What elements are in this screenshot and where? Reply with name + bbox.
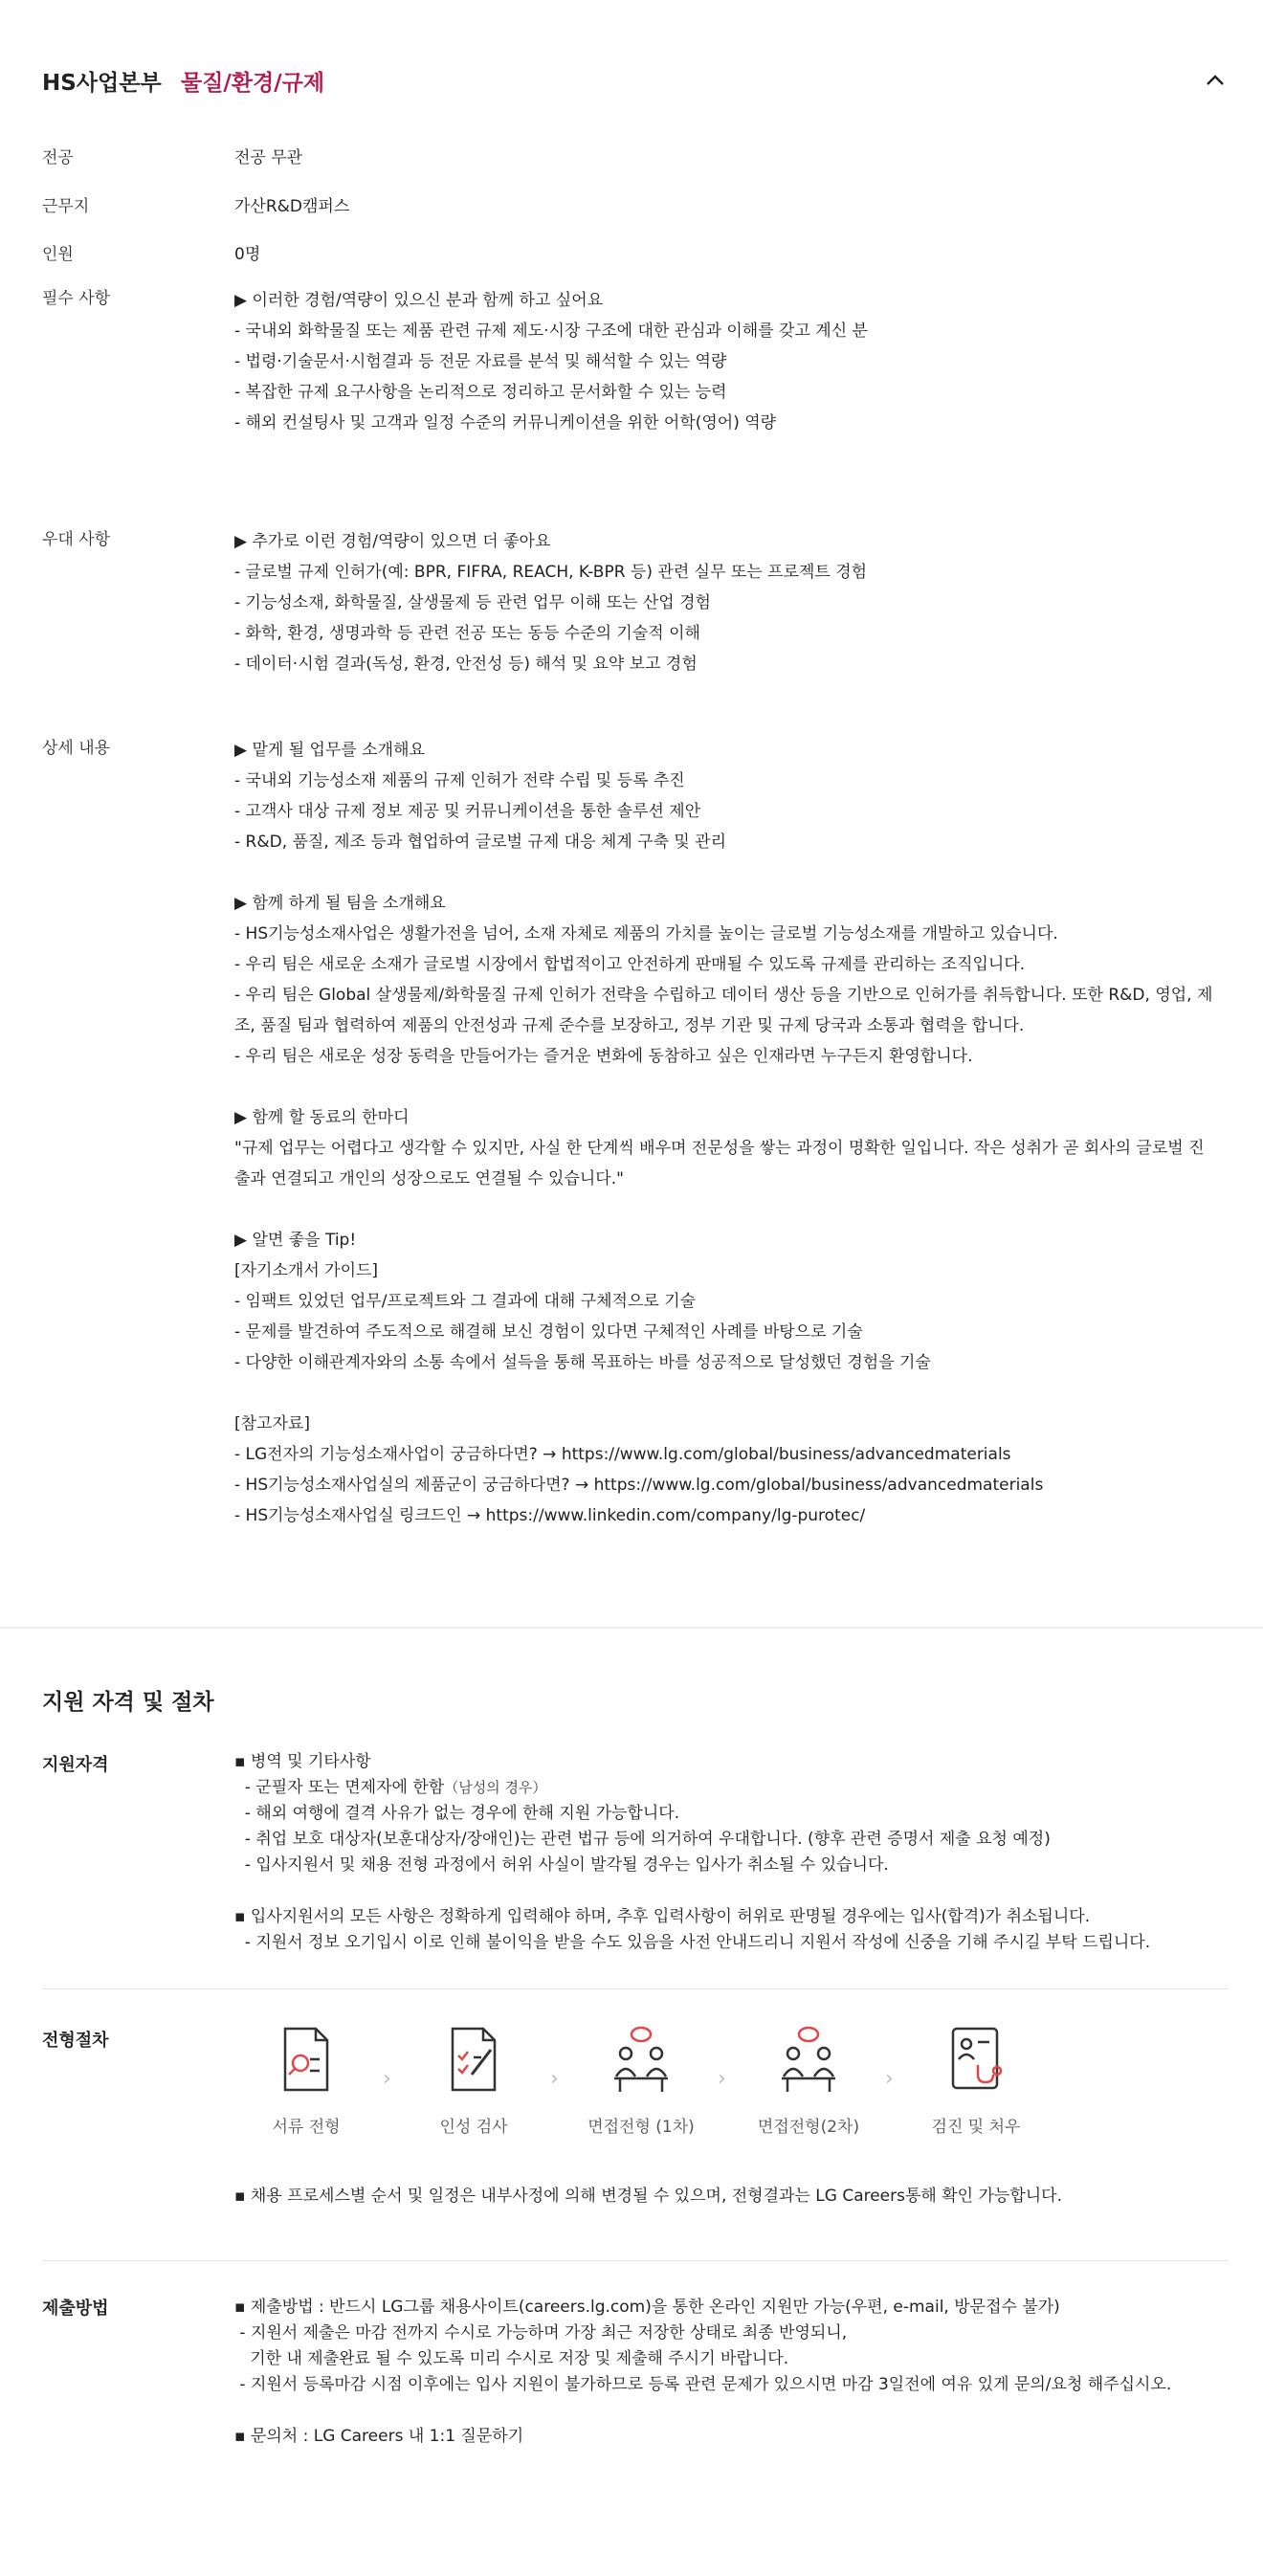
detail-line: - 우리 팀은 새로운 소재가 글로벌 시장에서 합법적이고 안전하게 판매될 수 있도록 규제를 관리하는 조직입니다. <box>234 955 1026 974</box>
qualification-line: ▪ 병역 및 기타사항 <box>234 1752 371 1771</box>
detail-line <box>234 1072 1230 1102</box>
detail-line <box>234 1194 1230 1225</box>
medical-checkup-icon <box>942 2021 1010 2098</box>
preferred-line: - 화학, 환경, 생명과학 등 관련 전공 또는 동등 수준의 기술적 이해 <box>234 624 700 643</box>
interview-icon <box>774 2021 843 2098</box>
reference-link[interactable]: - HS기능성소재사업실 링크드인 → https://www.linkedin.com/company/lg-purotec/ <box>234 1506 866 1525</box>
process-step-label: 서류 전형 <box>272 2118 341 2137</box>
location-value: 가산R&D캠퍼스 <box>234 197 350 216</box>
qualification-line: - 지원서 정보 오기입시 이로 인해 불이익을 받을 수도 있음을 사전 안내드리니 지원서 작성에 신중을 기해 주시길 부탁 드립니다. <box>234 1933 1151 1952</box>
detail-line: [자기소개서 가이드] <box>234 1261 379 1280</box>
submit-line <box>234 2398 1230 2424</box>
job-title: 물질/환경/규제 <box>181 71 325 96</box>
detail-label: 상세 내용 <box>42 739 111 758</box>
detail-line: - 국내외 기능성소재 제품의 규제 인허가 전략 수립 및 등록 추진 <box>234 771 685 790</box>
process-step <box>569 2021 713 2145</box>
qualification-note: （남성의 경우） <box>444 1779 547 1796</box>
submit-block <box>234 2295 1230 2450</box>
major-value: 전공 무관 <box>234 148 303 167</box>
detail-line: [참고자료] <box>234 1414 310 1433</box>
detail-line: - 우리 팀은 Global 살생물제/화학물질 규제 인허가 전략을 수립하고 데이터 생산 등을 기반으로 인허가를 취득합니다. 또한 R&D, 영업, 제 <box>234 986 1213 1005</box>
qualification-block <box>234 1749 1230 1956</box>
detail-line <box>234 857 1230 888</box>
divider <box>42 1988 1229 1989</box>
submit-label: 제출방법 <box>42 2298 109 2319</box>
qualification-line: - 입사지원서 및 채용 전형 과정에서 허위 사실이 발각될 경우는 입사가 취소될 수 있습니다. <box>234 1855 889 1875</box>
process-step <box>234 2021 378 2145</box>
detail-line: ▶ 함께 하게 될 팀을 소개해요 <box>234 894 446 913</box>
process-step-label: 면접전형 (1차) <box>587 2118 695 2137</box>
qualification-line: ▪ 입사지원서의 모든 사항은 정확하게 입력해야 하며, 추후 입력사항이 허위로 판명될 경우에는 입사(합격)가 취소됩니다. <box>234 1907 1091 1926</box>
interview-icon <box>607 2021 676 2098</box>
detail-line: ▶ 알면 좋을 Tip! <box>234 1231 357 1250</box>
section-divider <box>0 1627 1263 1629</box>
detail-block <box>234 735 1230 1531</box>
detail-line: - R&D, 품질, 제조 등과 협업하여 글로벌 규제 대응 체계 구축 및 관리 <box>234 833 727 852</box>
chevron-right-icon: › <box>718 2067 726 2091</box>
major-label: 전공 <box>42 148 74 167</box>
qualification-label: 지원자격 <box>42 1755 109 1775</box>
chevron-right-icon: › <box>383 2067 391 2091</box>
process-step-label: 면접전형(2차) <box>757 2118 860 2137</box>
process-label: 전형절차 <box>42 2031 109 2051</box>
qualification-line <box>234 1878 1230 1904</box>
detail-line: ▶ 함께 할 동료의 한마디 <box>234 1108 410 1127</box>
posting-header[interactable] <box>42 61 1229 100</box>
checklist-pen-icon <box>439 2021 508 2098</box>
preferred-line: ▶ 추가로 이런 경험/역량이 있으면 더 좋아요 <box>234 532 551 551</box>
detail-line: - 임팩트 있었던 업무/프로젝트와 그 결과에 대해 구체적으로 기술 <box>234 1292 697 1311</box>
reference-link[interactable]: - LG전자의 기능성소재사업이 궁금하다면? → https://www.lg.com/global/business/advancedmaterials <box>234 1445 1011 1464</box>
detail-line: ▶ 맡게 될 업무를 소개해요 <box>234 741 425 760</box>
process-step <box>737 2021 880 2145</box>
document-search-icon <box>272 2021 341 2098</box>
dept-name: HS사업본부 <box>42 71 162 96</box>
process-step-label: 검진 및 처우 <box>931 2118 1021 2137</box>
preferred-label: 우대 사항 <box>42 530 111 549</box>
process-note: ▪ 채용 프로세스별 순서 및 일정은 내부사정에 의해 변경될 수 있으며, 전형결과는 LG Careers통해 확인 가능합니다. <box>234 2187 1062 2206</box>
detail-line: - 문제를 발견하여 주도적으로 해결해 보신 경험이 있다면 구체적인 사례를 바탕으로 기술 <box>234 1322 863 1342</box>
divider <box>42 2260 1229 2261</box>
detail-line: 조, 품질 팀과 협력하여 제품의 안전성과 규제 준수를 보장하고, 정부 기관 및 규제 당국과 소통과 협력을 합니다. <box>234 1016 1025 1035</box>
preferred-line: - 기능성소재, 화학물질, 살생물제 등 관련 업무 이해 또는 산업 경험 <box>234 593 711 612</box>
required-label: 필수 사항 <box>42 289 111 308</box>
detail-line: - 고객사 대상 규제 정보 제공 및 커뮤니케이션을 통한 솔루션 제안 <box>234 802 701 821</box>
process-step <box>402 2021 545 2145</box>
headcount-value: 0명 <box>234 245 261 264</box>
required-line: - 법령·기술문서·시험결과 등 전문 자료를 분석 및 해석할 수 있는 역량 <box>234 352 727 371</box>
detail-line <box>234 1378 1230 1409</box>
required-line: - 해외 컨설팅사 및 고객과 일정 수준의 커뮤니케이션을 위한 어학(영어) 역량 <box>234 413 777 433</box>
process-steps <box>234 2021 1096 2145</box>
qualification-line: - 군필자 또는 면제자에 한함（남성의 경우） <box>234 1778 547 1797</box>
detail-line: 출과 연결되고 개인의 성장으로도 연결될 수 있습니다." <box>234 1169 624 1188</box>
required-line: - 국내외 화학물질 또는 제품 관련 규제 제도·시장 구조에 대한 관심과 이해를 갖고 계신 분 <box>234 322 868 341</box>
detail-line: "규제 업무는 어렵다고 생각할 수 있지만, 사실 한 단계씩 배우며 전문성을 쌓는 과정이 명확한 일입니다. 작은 성취가 곧 회사의 글로벌 진 <box>234 1139 1205 1158</box>
detail-line: - 다양한 이해관계자와의 소통 속에서 설득을 통해 목표하는 바를 성공적으로 달성했던 경험을 기술 <box>234 1353 931 1372</box>
required-block <box>234 285 1230 438</box>
contact-link[interactable]: ▪ 문의처 : LG Careers 내 1:1 질문하기 <box>234 2427 524 2446</box>
submit-line: - 지원서 등록마감 시점 이후에는 입사 지원이 불가하므로 등록 관련 문제가 있으시면 마감 3일전에 여유 있게 문의/요청 해주십시오. <box>234 2375 1172 2394</box>
process-step <box>904 2021 1048 2145</box>
submit-line: - 지원서 제출은 마감 전까지 수시로 가능하며 가장 최근 저장한 상태로 최종 반영되니, <box>234 2323 848 2343</box>
qualification-line: - 해외 여행에 결격 사유가 없는 경우에 한해 지원 가능합니다. <box>234 1804 680 1823</box>
required-line: ▶ 이러한 경험/역량이 있으신 분과 함께 하고 싶어요 <box>234 291 604 310</box>
detail-line: - 우리 팀은 새로운 성장 동력을 만들어가는 즐거운 변화에 동참하고 싶은 인재라면 누구든지 환영합니다. <box>234 1047 973 1066</box>
detail-line: - HS기능성소재사업은 생활가전을 넘어, 소재 자체로 제품의 가치를 높이는 글로벌 기능성소재를 개발하고 있습니다. <box>234 924 1058 944</box>
submit-line: ▪ 제출방법 : 반드시 LG그룹 채용사이트(careers.lg.com)을 통한 온라인 지원만 가능(우편, e-mail, 방문접수 불가) <box>234 2298 1060 2317</box>
process-step-label: 인성 검사 <box>439 2118 508 2137</box>
apply-section-title: 지원 자격 및 절차 <box>42 1690 214 1715</box>
chevron-up-icon[interactable] <box>1202 67 1229 94</box>
preferred-block <box>234 526 1230 679</box>
required-line: - 복잡한 규제 요구사항을 논리적으로 정리하고 문서화할 수 있는 능력 <box>234 383 727 402</box>
chevron-right-icon: › <box>550 2067 559 2091</box>
location-label: 근무지 <box>42 197 90 216</box>
submit-line: 기한 내 제출완료 될 수 있도록 미리 수시로 저장 및 제출해 주시기 바랍니다. <box>234 2349 789 2368</box>
chevron-right-icon: › <box>885 2067 894 2091</box>
preferred-line: - 글로벌 규제 인허가(예: BPR, FIFRA, REACH, K-BPR 등) 관련 실무 또는 프로젝트 경험 <box>234 563 868 582</box>
headcount-label: 인원 <box>42 245 74 264</box>
preferred-line: - 데이터·시험 결과(독성, 환경, 안전성 등) 해석 및 요약 보고 경험 <box>234 655 698 674</box>
qualification-line: - 취업 보호 대상자(보훈대상자/장애인)는 관련 법규 등에 의거하여 우대합니다. (향후 관련 증명서 제출 요청 예정) <box>234 1830 1051 1849</box>
reference-link[interactable]: - HS기능성소재사업실의 제품군이 궁금하다면? → https://www.lg.com/global/business/advancedmaterials <box>234 1476 1044 1495</box>
